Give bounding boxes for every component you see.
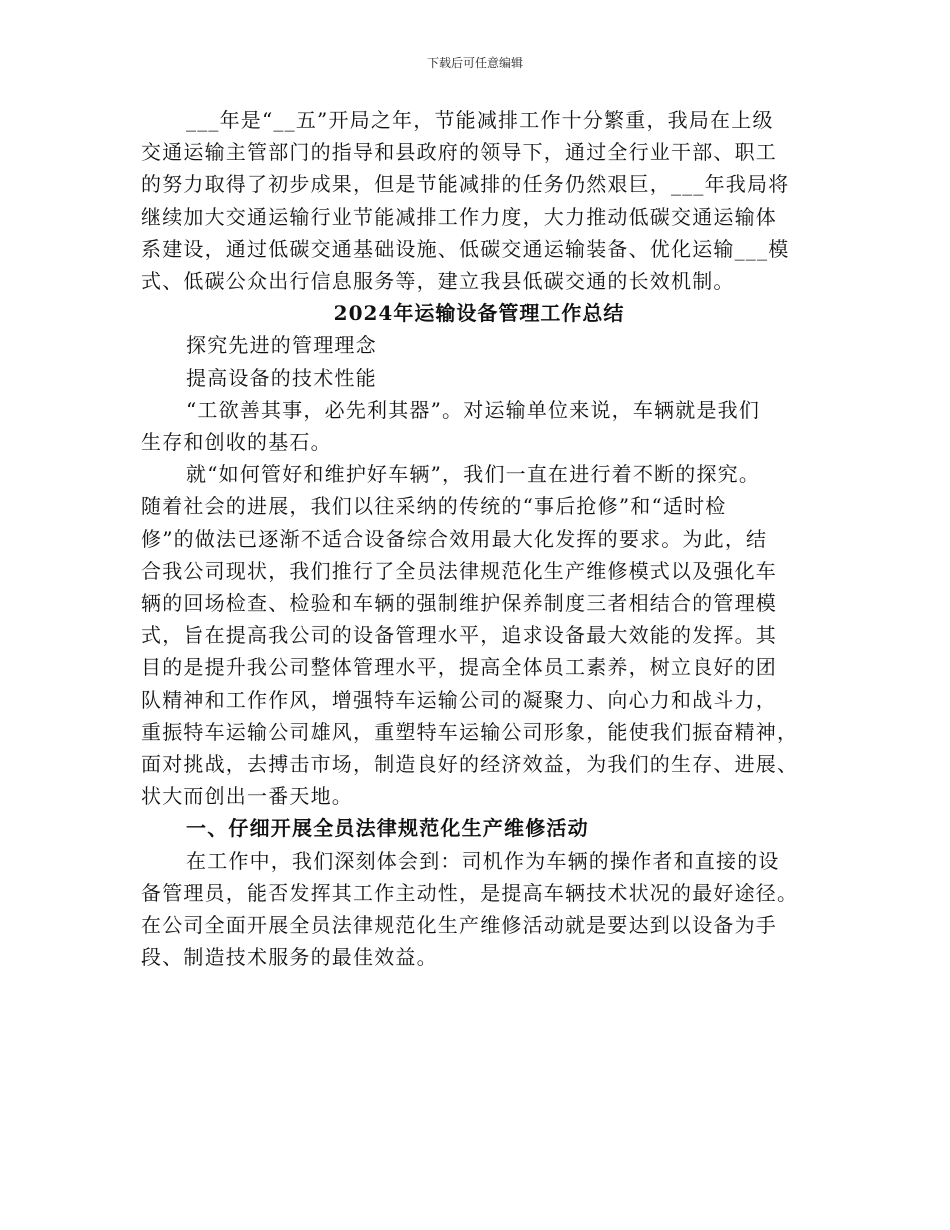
text-line: ___年是“__五”开局之年，节能减排工作十分繁重，我局在上级 xyxy=(186,108,774,132)
document-body xyxy=(141,104,817,973)
text-line: 系建设，通过低碳交通基础设施、低碳交通运输装备、优化运输___模 xyxy=(141,236,790,261)
text-line: 修”的做法已逐渐不适合设备综合效用最大化发挥的要求。为此，结 xyxy=(141,526,768,551)
text-line: 交通运输主管部门的指导和县政府的领导下，通过全行业干部、职工 xyxy=(141,140,777,165)
text-line: 辆的回场检查、检验和车辆的强制维护保养制度三者相结合的管理模 xyxy=(141,591,777,616)
text-line: 继续加大交通运输行业节能减排工作力度，大力推动低碳交通运输体 xyxy=(141,204,777,229)
subtitle-technical-performance: 提高设备的技术性能 xyxy=(186,365,377,390)
text-line: 式、低碳公众出行信息服务等，建立我县低碳交通的长效机制。 xyxy=(141,269,735,294)
text-line: 式，旨在提高我公司的设备管理水平，追求设备最大效能的发挥。其 xyxy=(141,623,777,648)
text-line: 状大而创出一番天地。 xyxy=(141,784,353,809)
text-line: 就“如何管好和维护好车辆”，我们一直在进行着不断的探究。 xyxy=(186,462,761,487)
text-line: 合我公司现状，我们推行了全员法律规范化生产维修模式以及强化车 xyxy=(141,558,777,583)
section-paragraph xyxy=(141,845,817,974)
text-line: 段、制造技术服务的最佳效益。 xyxy=(141,945,438,970)
text-line: 备管理员，能否发挥其工作主动性，是提高车辆技术状况的最好途径。 xyxy=(141,880,799,905)
text-line: 在工作中，我们深刻体会到：司机作为车辆的操作者和直接的设 xyxy=(186,848,780,873)
text-line: 目的是提升我公司整体管理水平，提高全体员工素养，树立良好的团 xyxy=(141,655,777,680)
text-line: 面对挑战，去搏击市场，制造良好的经济效益，为我们的生存、进展、 xyxy=(141,752,799,777)
text-line: “工欲善其事，必先利其器”。对运输单位来说，车辆就是我们 xyxy=(186,397,761,422)
text-line: 随着社会的进展，我们以往采纳的传统的“事后抢修”和“适时检 xyxy=(141,494,727,519)
text-line: 重振特车运输公司雄风，重塑特车运输公司形象，能使我们振奋精神， xyxy=(141,719,799,744)
document-title: 2024年运输设备管理工作总结 xyxy=(333,301,625,326)
paragraph-tools xyxy=(141,394,817,458)
text-line: 生存和创收的基石。 xyxy=(141,430,332,455)
page-header: 下载后可任意编辑 xyxy=(426,56,523,70)
section-heading: 一、仔细开展全员法律规范化生产维修活动 xyxy=(186,816,589,841)
text-line: 在公司全面开展全员法律规范化生产维修活动就是要达到以设备为手 xyxy=(141,913,777,938)
text-line: 队精神和工作作风，增强特车运输公司的凝聚力、向心力和战斗力， xyxy=(141,687,777,712)
intro-paragraph xyxy=(141,104,817,297)
subtitle-management-concept: 探究先进的管理理念 xyxy=(186,333,377,358)
paragraph-maintenance-exploration xyxy=(141,458,817,812)
text-line: 的努力取得了初步成果，但是节能减排的任务仍然艰巨，___年我局将 xyxy=(141,172,790,197)
